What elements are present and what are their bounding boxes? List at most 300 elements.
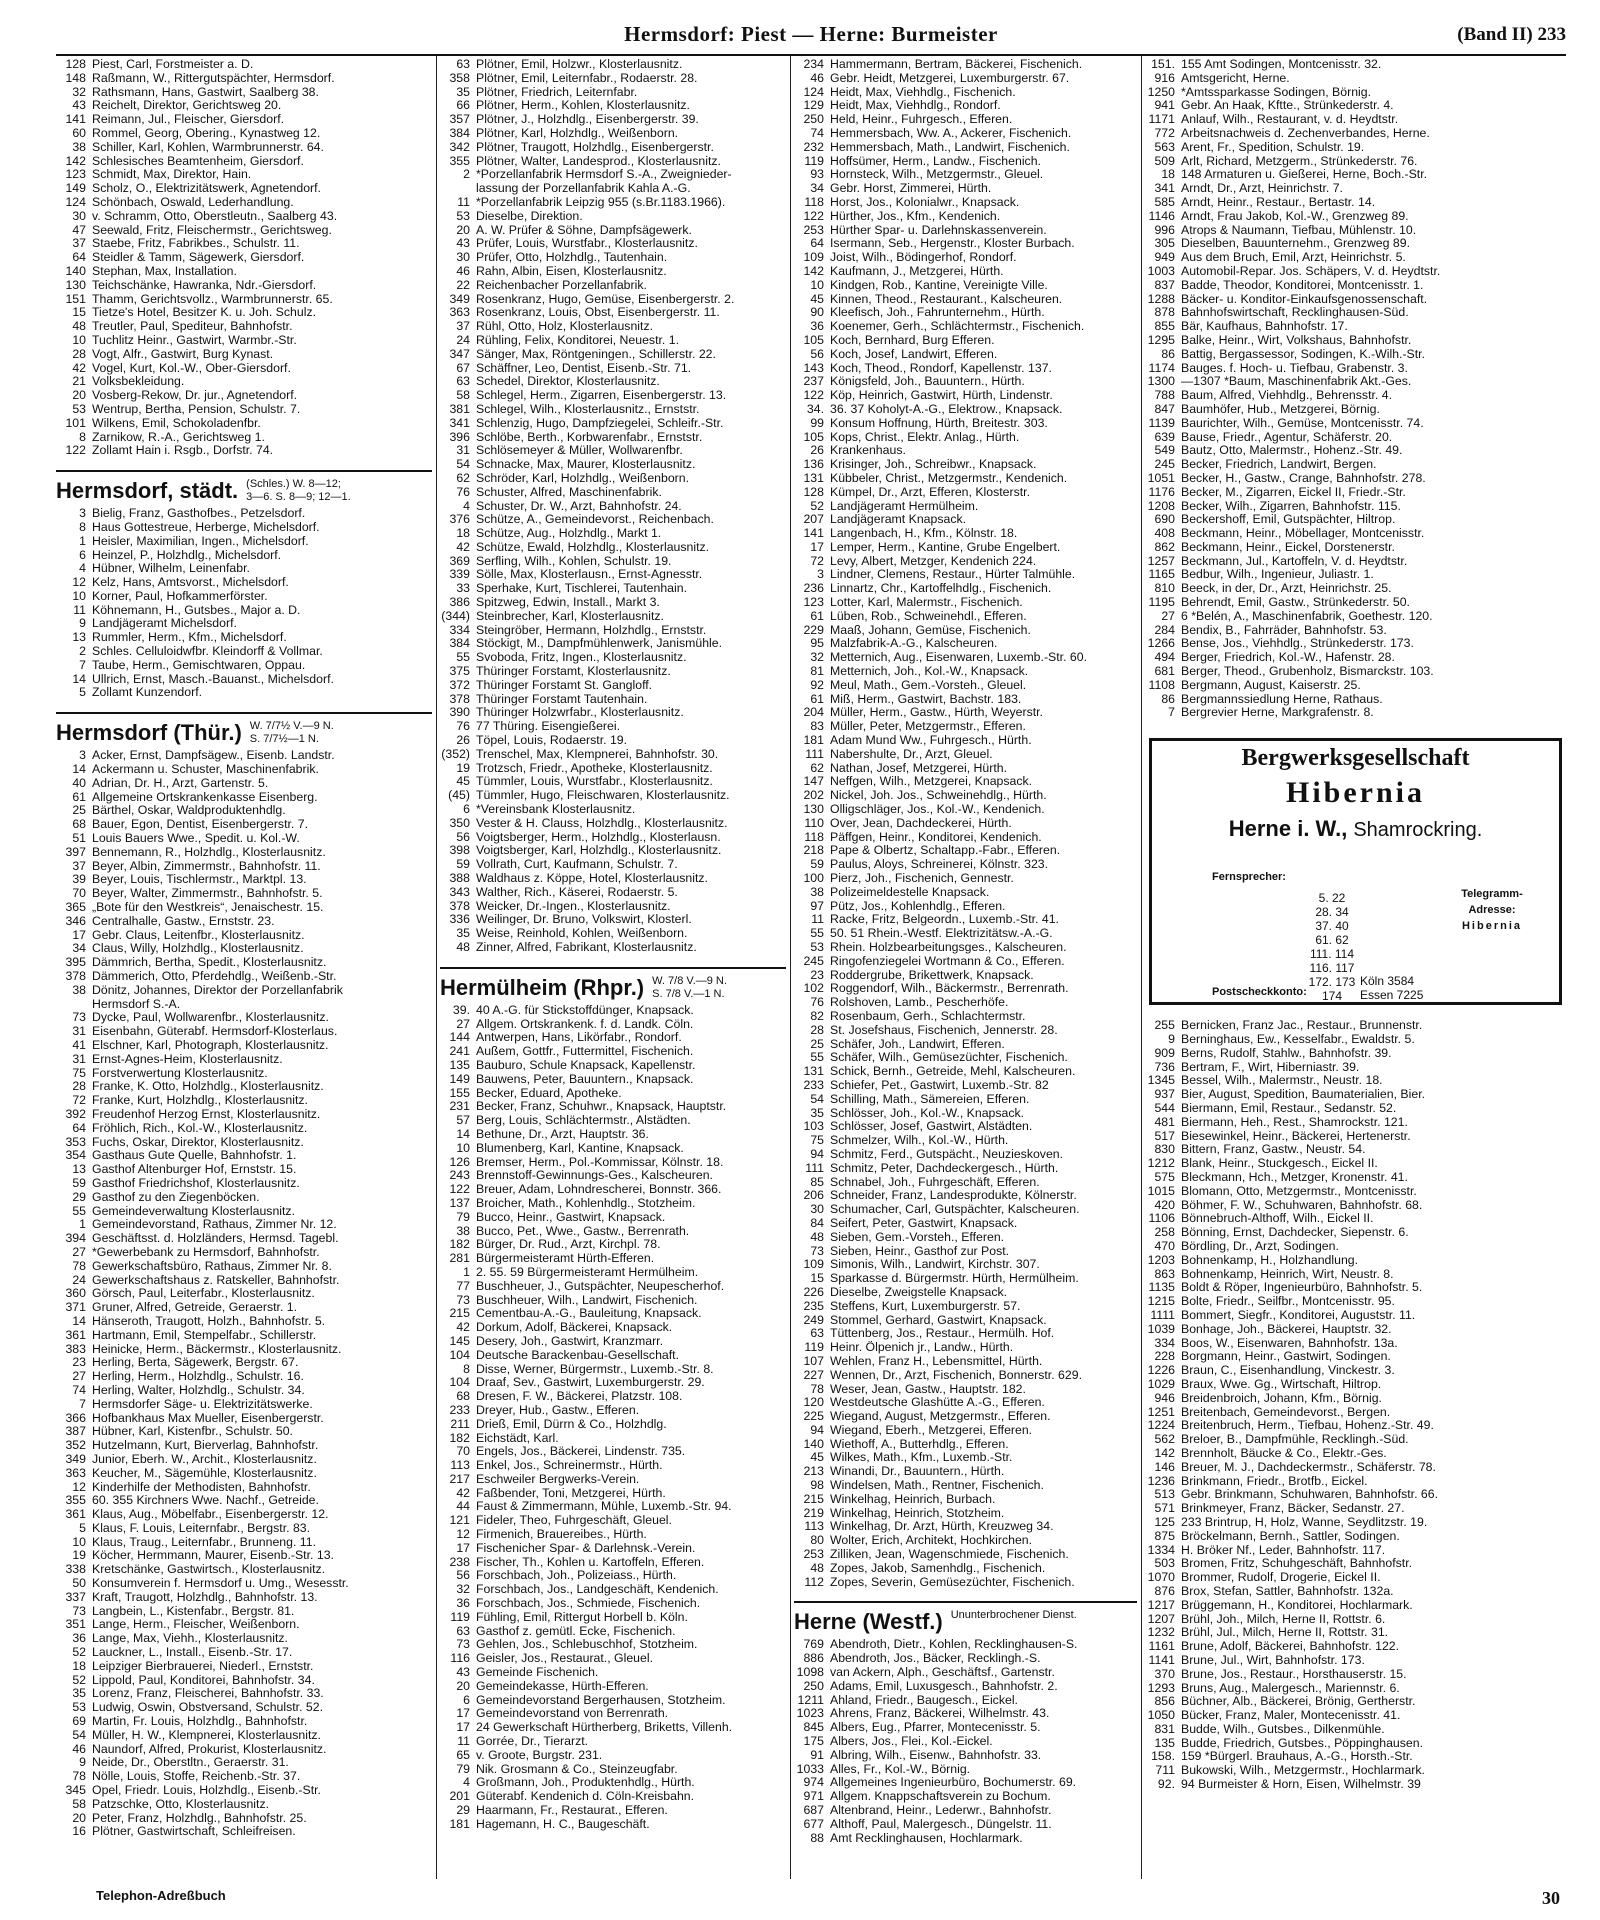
directory-entry <box>440 596 786 610</box>
phone-number: 206 <box>803 1189 824 1203</box>
phone-number: 55 <box>72 1204 86 1218</box>
directory-entry <box>440 1487 786 1501</box>
directory-entry <box>794 1493 1137 1507</box>
directory-entry <box>1145 237 1566 251</box>
subscriber-entry: Opel, Friedr. Louis, Holzhdlg., Eisenb.-Str. <box>92 1784 321 1798</box>
directory-entry <box>794 1410 1137 1424</box>
directory-entry <box>794 1148 1137 1162</box>
directory-entry <box>56 1494 432 1508</box>
ad-postcheck-accounts <box>1360 974 1423 1002</box>
subscriber-entry: Bürgermeisteramt Hürth-Efferen. <box>476 1252 655 1266</box>
phone-number: 227 <box>803 1368 824 1382</box>
directory-entry <box>794 955 1137 969</box>
subscriber-entry: Arndt, Heinr., Restaur., Bertastr. 14. <box>1181 195 1376 209</box>
phone-number: 1146 <box>1148 209 1175 223</box>
directory-entry <box>794 1038 1137 1052</box>
subscriber-entry: Haus Gottestreue, Herberge, Michelsdorf. <box>92 520 320 534</box>
phone-number: 690 <box>1154 513 1175 527</box>
subscriber-entry: Wiethoff, A., Butterhdlg., Efferen. <box>830 1437 1009 1451</box>
subscriber-entry: Kretschänke, Gastwirtsch., Klosterlausnitz. <box>92 1563 326 1577</box>
directory-entry <box>794 831 1137 845</box>
directory-entry <box>794 1134 1137 1148</box>
phone-number: 104 <box>449 1348 470 1362</box>
subscriber-entry: Hermsdorf S.-A. <box>92 997 181 1011</box>
directory-entry <box>1145 1061 1566 1075</box>
phone-number: 386 <box>449 596 470 610</box>
directory-entry <box>56 1011 432 1025</box>
phone-number: 338 <box>65 1563 86 1577</box>
phone-number: 562 <box>1154 1433 1175 1447</box>
phone-number: 68 <box>72 818 86 832</box>
directory-entry <box>56 306 432 320</box>
entry-list <box>794 58 1137 1589</box>
subscriber-entry: Arndt, Dr., Arzt, Heinrichstr. 7. <box>1181 182 1343 196</box>
phone-number: 122 <box>803 389 824 403</box>
subscriber-entry: Beyer, Louis, Tischlermstr., Marktpl. 13. <box>92 873 307 887</box>
subscriber-entry: Berns, Rudolf, Stahlw., Bahnhofstr. 39. <box>1181 1046 1392 1060</box>
directory-entry <box>440 775 786 789</box>
directory-entry <box>794 1300 1137 1314</box>
phone-number: 1015 <box>1147 1184 1175 1198</box>
phone-number: 345 <box>65 1784 86 1798</box>
subscriber-entry: Teichschänke, Hawranka, Ndr.-Giersdorf. <box>92 278 317 292</box>
subscriber-entry: Claus, Willy, Holzhdlg., Klosterlausnitz. <box>92 942 304 956</box>
directory-entry <box>794 886 1137 900</box>
directory-entry <box>56 334 432 348</box>
phone-number: 375 <box>449 665 470 679</box>
directory-entry <box>56 1108 432 1122</box>
subscriber-entry: Winkelhag, Dr. Arzt, Hürth, Kreuzweg 34. <box>830 1520 1054 1534</box>
phone-number: 35 <box>456 927 470 941</box>
directory-entry <box>56 507 432 521</box>
directory-entry <box>56 127 432 141</box>
directory-entry <box>794 86 1137 100</box>
directory-entry <box>794 210 1137 224</box>
phone-number: 45 <box>810 292 824 306</box>
subscriber-entry: Blank, Heinr., Stuckgesch., Eickel II. <box>1181 1157 1378 1171</box>
phone-number: 1232 <box>1147 1626 1175 1640</box>
phone-number: 53 <box>810 941 824 954</box>
phone-number: 376 <box>449 513 470 527</box>
subscriber-entry: Walther, Rich., Käserei, Rodaerstr. 5. <box>476 885 678 899</box>
phone-number: 128 <box>65 58 86 71</box>
subscriber-entry: Schumacher, Carl, Gutspächter, Kalscheuren. <box>830 1203 1080 1217</box>
directory-entry <box>440 1459 786 1473</box>
subscriber-entry: Dämmerich, Otto, Pferdehdlg., Weißenb.-Str. <box>92 970 337 984</box>
subscriber-entry: Wentrup, Bertha, Pension, Schulstr. 7. <box>92 402 301 416</box>
subscriber-entry: 77 Thüring. Eisengießerei. <box>476 720 621 734</box>
phone-number: 53 <box>72 1701 86 1715</box>
phone-number: 284 <box>1154 623 1175 637</box>
subscriber-entry: Sieben, Gem.-Vorsteh., Efferen. <box>830 1230 1005 1244</box>
directory-entry <box>440 637 786 651</box>
phone-number: 1266 <box>1147 637 1175 651</box>
phone-number: 148 <box>65 71 86 85</box>
subscriber-entry: Weise, Reinhold, Kohlen, Weißenborn. <box>476 927 688 941</box>
phone-number: 494 <box>1154 651 1175 665</box>
subscriber-entry: Schuster, Alfred, Maschinenfabrik. <box>476 485 662 499</box>
phone-number: 351 <box>65 1618 86 1632</box>
directory-entry <box>794 1721 1137 1735</box>
directory-entry <box>440 844 786 858</box>
subscriber-entry: Plötner, Karl, Holzhdlg., Weißenborn. <box>476 126 679 140</box>
directory-entry <box>440 155 786 169</box>
subscriber-entry: Breuer, Adam, Lohndrescherei, Bonnstr. 366. <box>476 1183 722 1197</box>
directory-entry <box>794 651 1137 665</box>
phone-number: 17 <box>72 928 86 942</box>
subscriber-entry: Hemmersbach, Ww. A., Ackerer, Fischenich. <box>830 126 1072 140</box>
phone-number: 341 <box>1154 182 1175 196</box>
subscriber-entry: Schlösser, Josef, Gastwirt, Alstädten. <box>830 1120 1033 1134</box>
subscriber-entry: Serfling, Wilh., Kohlen, Schulstr. 19. <box>476 554 672 568</box>
directory-entry <box>1145 1309 1566 1323</box>
subscriber-entry: Bär, Kaufhaus, Bahnhofstr. 17. <box>1181 320 1348 334</box>
phone-number: 233 <box>803 1078 824 1092</box>
subscriber-entry: Pütz, Jos., Kohlenhdlg., Efferen. <box>830 899 1006 913</box>
subscriber-entry: Becker, Friedrich, Landwirt, Bergen. <box>1181 458 1377 472</box>
directory-entry <box>794 610 1137 624</box>
subscriber-entry: Thüringer Forstamt St. Gangloff. <box>476 678 653 692</box>
subscriber-entry: Güterabf. Kendenich d. Cöln-Kreisbahn. <box>476 1790 695 1804</box>
subscriber-entry: Bauges. f. Hoch- u. Tiefbau, Grabenstr. 3. <box>1181 361 1408 375</box>
directory-entry <box>56 1425 432 1439</box>
directory-entry <box>794 762 1137 776</box>
directory-entry <box>440 1280 786 1294</box>
subscriber-entry: Zopes, Severin, Gemüsezüchter, Fischenich. <box>830 1575 1075 1589</box>
directory-entry <box>794 624 1137 638</box>
directory-entry <box>440 555 786 569</box>
directory-entry <box>440 1073 786 1087</box>
subscriber-entry: Linnartz, Chr., Kartoffelhdlg., Fischenich. <box>830 582 1052 596</box>
phone-number: 21 <box>72 375 86 389</box>
phone-number: 349 <box>65 1452 86 1466</box>
phone-number: 10 <box>72 333 86 347</box>
subscriber-entry: Büchner, Alb., Bäckerei, Brönig, Gertherstr. <box>1181 1695 1416 1709</box>
phone-number: 54 <box>810 1092 824 1106</box>
directory-entry <box>794 969 1137 983</box>
subscriber-entry: Bromen, Fritz, Schuhgeschäft, Bahnhofstr. <box>1181 1557 1413 1571</box>
phone-number: 72 <box>72 1094 86 1108</box>
subscriber-entry: Breidenbroich, Johann, Kfm., Börnig. <box>1181 1391 1382 1405</box>
phone-number <box>56 998 92 1012</box>
phone-number: 47 <box>72 223 86 237</box>
subscriber-entry: Steffens, Kurt, Luxemburgerstr. 57. <box>830 1299 1021 1313</box>
subscriber-entry: Langbein, L., Kistenfabr., Bergstr. 81. <box>92 1604 295 1618</box>
phone-number: 72 <box>810 554 824 568</box>
phone-number: 53 <box>456 209 470 223</box>
directory-entry <box>1145 458 1566 472</box>
subscriber-entry: Zopes, Jakob, Samenhdlg., Fischenich. <box>830 1561 1046 1575</box>
phone-number: 361 <box>65 1328 86 1342</box>
subscriber-entry: Dieselbe, Direktion. <box>476 209 583 223</box>
subscriber-entry: Vogel, Kurt, Kol.-W., Ober-Giersdorf. <box>92 361 291 375</box>
directory-entry <box>56 1770 432 1784</box>
directory-entry <box>794 1666 1137 1680</box>
directory-entry <box>56 1453 432 1467</box>
subscriber-entry: Gruner, Alfred, Getreide, Geraerstr. 1. <box>92 1301 298 1315</box>
subscriber-entry: 24 Gewerkschaft Hürtherberg, Briketts, Villenh. <box>476 1721 733 1735</box>
phone-number: 105 <box>803 333 824 347</box>
directory-entry <box>56 1591 432 1605</box>
subscriber-entry: Vogt, Alfr., Gastwirt, Burg Kynast. <box>92 347 274 361</box>
subscriber-entry: Firmenich, Brauereibes., Hürth. <box>476 1528 647 1542</box>
phone-number: 50 <box>72 1577 86 1591</box>
directory-entry <box>440 1266 786 1280</box>
subscriber-entry: Windelsen, Math., Rentner, Fischenich. <box>830 1479 1044 1493</box>
phone-number: 390 <box>449 706 470 720</box>
subscriber-entry: Brennholt, Bäucke & Co., Elektr.-Ges. <box>1181 1446 1387 1460</box>
subscriber-entry: Atrops & Naumann, Tiefbau, Mühlenstr. 10. <box>1181 223 1417 237</box>
directory-entry <box>56 984 432 998</box>
subscriber-entry: Faust & Zimmermann, Mühle, Luxemb.-Str. 94. <box>476 1500 732 1514</box>
subscriber-entry: Cementbau-A.-G., Bauleitung, Knapsack. <box>476 1307 702 1321</box>
phone-number: 149 <box>65 182 86 196</box>
subscriber-entry: Prüfer, Otto, Holzhdlg., Tautenhain. <box>476 251 668 265</box>
phone-number: 68 <box>456 1390 470 1404</box>
section-heading <box>794 1601 1137 1635</box>
subscriber-entry: Seewald, Fritz, Fleischermstr., Gerichtsweg. <box>92 223 332 237</box>
section-hours: (Schles.) W. 8—12; 3—6. S. 8—9; 12—1. <box>246 478 351 504</box>
subscriber-entry: Kinnen, Theod., Restaurant., Kalscheuren. <box>830 292 1063 306</box>
directory-entry <box>440 1225 786 1239</box>
directory-entry <box>440 72 786 86</box>
directory-entry <box>1145 527 1566 541</box>
phone-number: 1106 <box>1148 1212 1175 1226</box>
directory-entry <box>794 775 1137 789</box>
subscriber-entry: Abendroth, Jos., Bäcker, Recklingh.-S. <box>830 1652 1041 1666</box>
subscriber-entry: lassung der Porzellanfabrik Kahla A.-G. <box>476 182 691 196</box>
subscriber-entry: Brune, Adolf, Bäckerei, Bahnhofstr. 122. <box>1181 1640 1400 1654</box>
phone-number: 73 <box>456 1638 470 1652</box>
subscriber-entry: Plötner, Traugott, Holzhdlg., Eisenbergerstr. <box>476 140 714 154</box>
directory-entry <box>1145 403 1566 417</box>
phone-number: 1212 <box>1147 1157 1175 1171</box>
phone-number: 342 <box>449 140 470 154</box>
directory-entry <box>1145 500 1566 514</box>
subscriber-entry: Hagemann, H. C., Baugeschäft. <box>476 1817 650 1831</box>
phone-number: 341 <box>449 416 470 430</box>
subscriber-entry: Scholz, O., Elektrizitätswerk, Agnetendorf. <box>92 182 321 196</box>
directory-entry <box>56 590 432 604</box>
phone-number: 31 <box>72 1025 86 1039</box>
directory-entry <box>56 196 432 210</box>
phone-number: 145 <box>449 1334 470 1348</box>
directory-entry <box>1145 155 1566 169</box>
directory-entry <box>440 941 786 955</box>
phone-number: 69 <box>72 1715 86 1729</box>
phone-number: 20 <box>456 1679 470 1693</box>
phone-number: 360 <box>65 1287 86 1301</box>
directory-entry <box>794 403 1137 417</box>
subscriber-entry: Pierz, Joh., Fischenich, Gennestr. <box>830 872 1014 886</box>
subscriber-entry: Brennstoff-Gewinnungs-Ges., Kalscheuren. <box>476 1169 713 1183</box>
subscriber-entry: Gasthaus Gute Quelle, Bahnhofstr. 1. <box>92 1149 297 1163</box>
subscriber-entry: Eschweiler Bergwerks-Verein. <box>476 1472 640 1486</box>
directory-entry <box>56 1246 432 1260</box>
subscriber-entry: Voigtsberger, Herm., Holzhdlg., Klosterlausn. <box>476 830 721 844</box>
phone-number: 3 <box>79 749 86 763</box>
directory-entry <box>1145 693 1566 707</box>
directory-entry <box>1145 1695 1566 1709</box>
subscriber-entry: Dämmrich, Bertha, Spedit., Klosterlausnitz. <box>92 956 327 970</box>
phone-number: 1139 <box>1148 416 1175 430</box>
phone-number: 36 <box>72 1632 86 1646</box>
directory-entry <box>440 1211 786 1225</box>
phone-number: 182 <box>449 1431 470 1445</box>
subscriber-entry: Svoboda, Fritz, Ingen., Klosterlausnitz. <box>476 651 687 665</box>
subscriber-entry: Borgmann, Heinr., Gastwirt, Sodingen. <box>1181 1350 1391 1364</box>
directory-entry <box>794 1162 1137 1176</box>
subscriber-entry: Roddergrube, Brikettwerk, Knapsack. <box>830 968 1034 982</box>
directory-entry <box>56 1577 432 1591</box>
phone-number: 250 <box>803 1679 824 1693</box>
subscriber-entry: Heinzel, P., Holzhdlg., Michelsdorf. <box>92 548 282 562</box>
subscriber-entry: Gasthof z. gemütl. Ecke, Fischenich. <box>476 1624 676 1638</box>
phone-number: 1293 <box>1147 1681 1175 1695</box>
phone-number: 1033 <box>796 1762 824 1776</box>
directory-entry <box>440 513 786 527</box>
directory-entry <box>794 596 1137 610</box>
phone-number: 250 <box>803 113 824 127</box>
directory-entry <box>1145 1240 1566 1254</box>
phone-number: 18 <box>456 527 470 541</box>
phone-number: 52 <box>810 499 824 513</box>
phone-number: 736 <box>1154 1060 1175 1074</box>
phone-number: 1 <box>79 534 86 548</box>
directory-entry <box>56 1618 432 1632</box>
phone-number: 231 <box>449 1100 470 1114</box>
subscriber-entry: Franke, Kurt, Holzhdlg., Klosterlausnitz. <box>92 1094 308 1108</box>
phone-number: 142 <box>65 154 86 168</box>
directory-entry <box>440 1776 786 1790</box>
phone-number: 5 <box>79 686 86 700</box>
phone-number: 215 <box>449 1307 470 1321</box>
subscriber-entry: Schröder, Karl, Holzhdlg., Weißenborn. <box>476 471 690 485</box>
phone-number: 118 <box>804 195 824 209</box>
directory-entry <box>794 1548 1137 1562</box>
subscriber-entry: Albers, Eug., Pfarrer, Montecenisstr. 5. <box>830 1721 1041 1735</box>
subscriber-entry: Lüben, Rob., Schweinehdl., Efferen. <box>830 609 1027 623</box>
subscriber-entry: Außem, Gottfr., Futtermittel, Fischenich. <box>476 1045 694 1059</box>
subscriber-entry: St. Josefshaus, Fischenich, Jennerstr. 28. <box>830 1023 1058 1037</box>
phone-number: 347 <box>449 347 470 361</box>
subscriber-entry: Schuster, Dr. W., Arzt, Bahnhofstr. 24. <box>476 499 682 513</box>
phone-number: 42 <box>72 361 86 375</box>
directory-entry <box>440 1804 786 1818</box>
phone-number: (45) <box>448 789 470 803</box>
phone-number: 122 <box>449 1183 470 1197</box>
directory-entry <box>440 858 786 872</box>
directory-entry <box>440 1666 786 1680</box>
directory-entry <box>440 1142 786 1156</box>
subscriber-entry: Sieben, Heinr., Gasthof zur Post. <box>830 1244 1010 1258</box>
subscriber-entry: Heidt, Max, Viehhdlg., Rondorf. <box>830 99 1001 113</box>
directory-entry <box>56 673 432 687</box>
subscriber-entry: Päffgen, Heinr., Konditorei, Kendenich. <box>830 830 1042 844</box>
phone-number: 54 <box>456 458 470 472</box>
phone-number: 70 <box>72 887 86 901</box>
subscriber-entry: Reichenbacher Porzellanfabrik. <box>476 278 647 292</box>
directory-entry <box>440 582 786 596</box>
phone-number: 48 <box>810 1561 824 1575</box>
directory-entry <box>440 1252 786 1266</box>
section-heading <box>56 712 432 746</box>
subscriber-entry: Enkel, Jos., Schreinermstr., Hürth. <box>476 1459 663 1473</box>
subscriber-entry: 6 *Belén, A., Maschinenfabrik, Goethestr. 120. <box>1181 609 1433 623</box>
subscriber-entry: H. Bröker Nf., Leder, Bahnhofstr. 117. <box>1181 1543 1386 1557</box>
directory-entry <box>1145 1185 1566 1199</box>
directory-entry <box>440 1376 786 1390</box>
directory-entry <box>56 1149 432 1163</box>
subscriber-entry: „Bote für den Westkreis“, Jenaischestr. 15. <box>92 901 324 915</box>
directory-entry <box>794 982 1137 996</box>
directory-entry <box>56 1756 432 1770</box>
directory-entry <box>1145 1461 1566 1475</box>
subscriber-entry: Lotter, Karl, Malermstr., Fischenich. <box>830 596 1023 610</box>
phone-number: 974 <box>803 1776 824 1790</box>
phone-number: 74 <box>810 126 824 140</box>
subscriber-entry: Kaufmann, J., Metzgerei, Hürth. <box>830 264 1004 278</box>
phone-number: 1334 <box>1147 1543 1175 1557</box>
subscriber-entry: Fühling, Emil, Rittergut Horbell b. Köln. <box>476 1610 688 1624</box>
directory-entry <box>1145 127 1566 141</box>
directory-entry <box>440 334 786 348</box>
subscriber-entry: Gasthof Altenburger Hof, Ernststr. 15. <box>92 1163 297 1177</box>
directory-entry <box>56 389 432 403</box>
phone-number: 56 <box>456 830 470 844</box>
directory-entry <box>56 237 432 251</box>
header-rule <box>56 54 1566 56</box>
directory-entry <box>794 1024 1137 1038</box>
subscriber-entry: Bertram, F., Wirt, Hiberniastr. 39. <box>1181 1060 1360 1074</box>
phone-number: 121 <box>449 1514 470 1528</box>
phone-number: 1039 <box>1147 1322 1175 1336</box>
subscriber-entry: Haarmann, Fr., Restaurat., Efferen. <box>476 1804 668 1818</box>
directory-entry <box>56 99 432 113</box>
phone-number: 130 <box>803 803 824 817</box>
directory-entry <box>56 210 432 224</box>
directory-entry <box>56 777 432 791</box>
subscriber-entry: Badde, Theodor, Konditorei, Montcenisstr. 1. <box>1181 278 1424 292</box>
subscriber-entry: Schlegel, Herm., Zigarren, Eisenbergerstr. 13. <box>476 389 727 403</box>
directory-entry <box>794 334 1137 348</box>
directory-entry <box>440 927 786 941</box>
subscriber-entry: Gewerkschaftshaus z. Ratskeller, Bahnhofstr. <box>92 1273 340 1287</box>
subscriber-entry: Battig, Bergassessor, Sodingen, K.-Wilh.-Str. <box>1181 347 1425 361</box>
subscriber-entry: Draaf, Sev., Gastwirt, Luxemburgerstr. 29. <box>476 1376 705 1390</box>
subscriber-entry: Geisler, Jos., Restaurat., Gleuel. <box>476 1652 654 1666</box>
subscriber-entry: Baum, Alfred, Viehhdlg., Behrensstr. 4. <box>1181 389 1392 403</box>
subscriber-entry: Taube, Herm., Gemischtwaren, Oppau. <box>92 658 306 672</box>
phone-number: 681 <box>1154 665 1175 679</box>
subscriber-entry: Brühl, Jul., Milch, Herne II, Rottstr. 31. <box>1181 1626 1389 1640</box>
subscriber-entry: Gebr. Horst, Zimmerei, Hürth. <box>830 182 992 196</box>
subscriber-entry: Gebr. Claus, Leitenfbr., Klosterlausnitz. <box>92 928 305 942</box>
phone-number: 44 <box>456 1500 470 1514</box>
phone-number: 1251 <box>1147 1405 1175 1419</box>
directory-entry <box>440 527 786 541</box>
subscriber-entry: Weser, Jean, Gastw., Hauptstr. 182. <box>830 1382 1026 1396</box>
subscriber-entry: Bleckmann, Hch., Metzger, Kronenstr. 41. <box>1181 1171 1408 1185</box>
directory-entry <box>56 403 432 417</box>
phone-number: 27 <box>72 1245 86 1259</box>
phone-number: 30 <box>810 1203 824 1217</box>
directory-entry <box>440 472 786 486</box>
subscriber-entry: Zollamt Hain i. Rsgb., Dorfstr. 74. <box>92 444 274 458</box>
directory-entry <box>440 1473 786 1487</box>
phone-number: 38 <box>456 1224 470 1238</box>
subscriber-entry: Plötner, Walter, Landesprod., Klosterlausnitz. <box>476 154 721 168</box>
